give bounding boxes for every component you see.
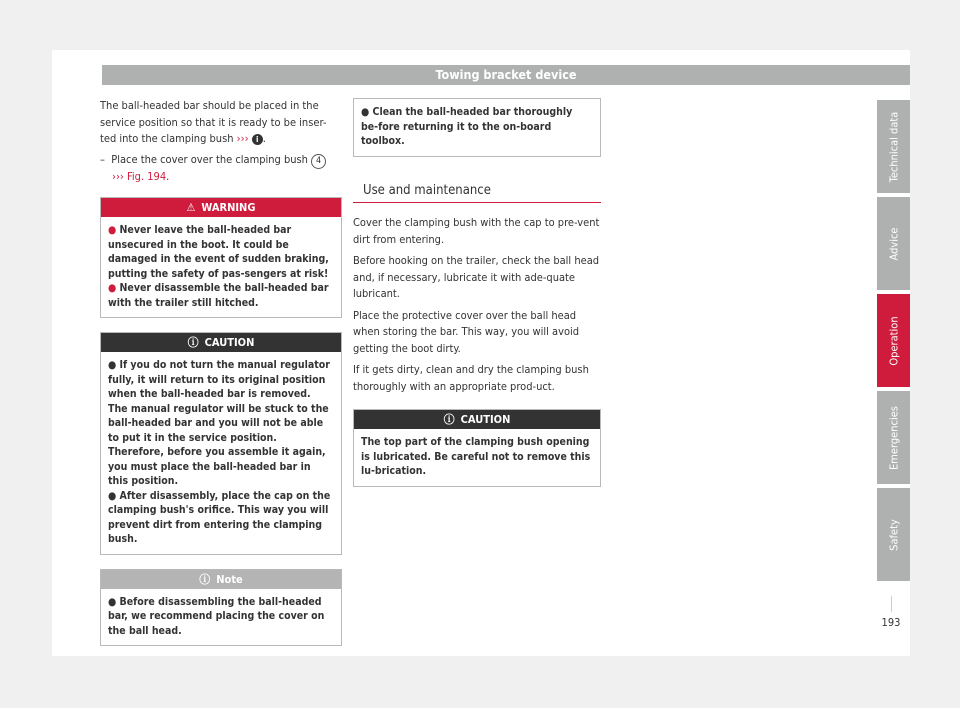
caution-item-text: After disassembly, place the cap on the clamping bush's orifice. This way you will prevent dirt from entering the clamping bush. (108, 489, 331, 545)
page-number-divider (891, 596, 892, 612)
paragraph: Before hooking on the trailer, check the ball head and, if necessary, lubricate it with ade-quate lubricant. (353, 254, 600, 300)
warning-item (108, 223, 333, 281)
info-icon: i (252, 134, 263, 145)
step-text: Place the cover over the clamping bush (111, 152, 308, 166)
figure-ref-link[interactable]: ››› Fig. 194 (112, 169, 167, 183)
caution-box (100, 332, 342, 555)
caution-body (101, 352, 341, 554)
bullet-icon: ● (108, 282, 120, 294)
tab-label: Advice (887, 227, 900, 260)
warning-body (101, 217, 341, 317)
paragraph: Place the protective cover over the ball head when storing the bar. This way, you will avoid getting the boot dirty. (353, 308, 580, 355)
caution-text: The top part of the clamping bush opening is lubricated. Be careful not to remove this lu-brication. (361, 436, 591, 477)
warning-item-text: Never leave the ball-headed bar unsecured in the boot. It could be damaged in the event of sudden braking, putting the safety of pas-sengers at risk! (108, 224, 329, 280)
note-box (100, 569, 342, 647)
bullet-icon: ● (108, 595, 120, 608)
tab-label: Technical data (887, 111, 900, 182)
intro-text: The ball-headed bar should be placed in the service position so that it is ready to be inser-ted into the clamping bush (100, 99, 327, 145)
note-item-text: Before disassembling the ball-headed bar, we recommend placing the cover on the ball head. (108, 595, 325, 637)
caution-box-right (353, 409, 601, 487)
caution-header (101, 333, 341, 352)
warning-label: WARNING (201, 201, 256, 214)
page-number: 193 (881, 616, 901, 629)
paragraph: Cover the clamping bush with the cap to pre-vent dirt from entering. (353, 216, 600, 246)
warning-item (108, 281, 333, 310)
tab-label: Safety (887, 518, 900, 551)
right-column (353, 98, 601, 487)
intro-paragraph: The ball-headed bar should be placed in the service position so that it is ready to be inser-ted into the clamping bush ››› i . (100, 99, 327, 145)
callout-number: 4 (311, 154, 326, 169)
step-item: – Place the cover over the clamping bush 4 ››› Fig. 194. (100, 152, 342, 186)
page-title: Towing bracket device (102, 65, 910, 85)
step-dash: – (100, 152, 105, 166)
caution-item (108, 489, 333, 547)
caution-item (108, 358, 333, 489)
note-item (108, 595, 333, 639)
continued-item-text: Clean the ball-headed bar thoroughly be-fore returning it to the on-board toolbox. (361, 106, 573, 147)
continued-box (353, 98, 601, 157)
tab-emergencies[interactable] (877, 391, 910, 484)
caution-body (354, 429, 600, 486)
left-column (100, 98, 342, 646)
warning-triangle-icon: ⚠ (186, 201, 196, 214)
warning-item-text: Never disassemble the ball-headed bar with the trailer still hitched. (108, 282, 329, 309)
bullet-icon: ● (108, 359, 120, 371)
bullet-icon: ● (108, 224, 120, 236)
bullet-icon: ● (361, 106, 373, 118)
note-header (101, 570, 341, 589)
tab-operation[interactable] (877, 294, 910, 387)
caution-item-text: If you do not turn the manual regulator fully, it will return to its original position when the ball-headed bar is removed. The manual regulator will be stuck to the ball-headed bar and you will not be able to put it in the service position. Therefore, before you assemble it again, you must place the ball-headed bar in this position. (108, 359, 330, 487)
caution-circle-icon: ⓘ (187, 336, 199, 349)
continued-box-body (354, 99, 600, 156)
note-body (101, 589, 341, 646)
caution-header (354, 410, 600, 429)
caution-label: CAUTION (460, 413, 511, 426)
bullet-icon: ● (108, 489, 120, 502)
note-label: Note (216, 572, 243, 586)
caution-label: CAUTION (204, 336, 255, 349)
manual-page (52, 50, 910, 656)
continued-item (361, 105, 592, 149)
paragraph: If it gets dirty, clean and dry the clamping bush thoroughly with an appropriate prod-uct. (353, 363, 589, 393)
tab-label: Operation (887, 315, 900, 366)
tab-technical-data[interactable] (877, 100, 910, 193)
tab-label: Emergencies (887, 405, 900, 470)
info-square-icon: ⓘ (199, 572, 211, 586)
tab-safety[interactable] (877, 488, 910, 581)
section-heading: Use and maintenance (353, 183, 601, 204)
tab-advice[interactable] (877, 197, 910, 290)
warning-box (100, 197, 342, 318)
caution-circle-icon: ⓘ (443, 413, 455, 426)
intro-ref-link[interactable]: ››› (236, 132, 249, 145)
warning-header (101, 198, 341, 217)
